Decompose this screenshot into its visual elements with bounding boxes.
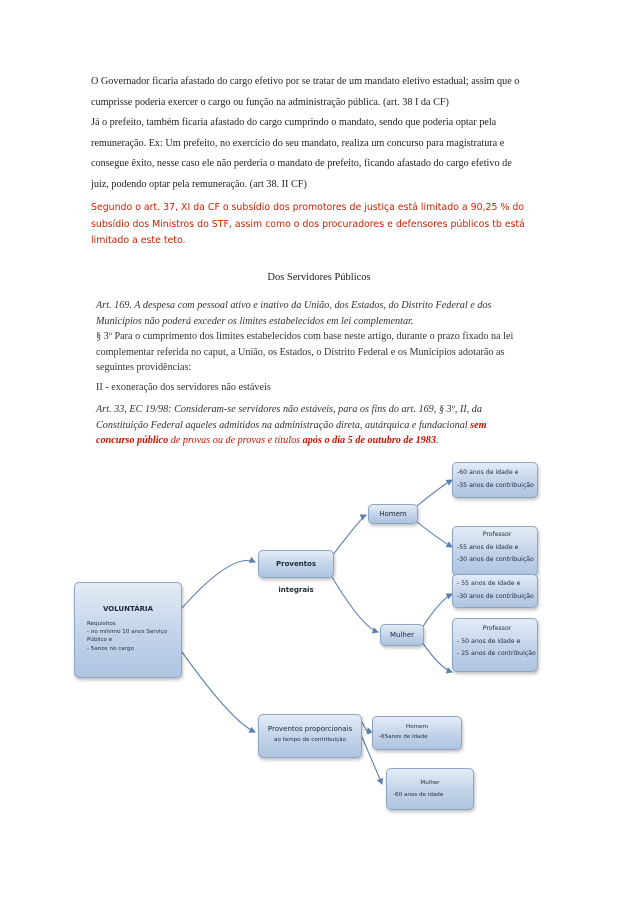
paragraph-line: consegue êxito, nesse caso ele não perderia o mandato de prefeito, ficando afastado do cargo efetivo de: [91, 158, 512, 169]
prof-line: - 50 anos de idade e: [457, 637, 521, 645]
par3-line: seguintes providências:: [96, 362, 192, 374]
paragraph-governador: [91, 72, 547, 195]
art33-highlight: concurso público: [96, 435, 169, 447]
box-homem-requisitos: [452, 462, 538, 498]
req-line: - 55 anos de idade e: [457, 580, 521, 587]
root-title: VOLUNTÁRIA: [102, 605, 154, 613]
red-note-line: Segundo o art. 37, XI da CF o subsídio dos promotores de justiça está limitado a 90,25 % do: [91, 202, 525, 213]
connector-homem-prof: [417, 522, 452, 547]
box-mulher-requisitos: [452, 574, 538, 608]
homem2-title: Homem: [406, 724, 428, 730]
connector-mulher-prof: [422, 642, 452, 672]
root-line: - no mínimo 10 anos Serviço Público e: [87, 629, 167, 644]
req-line: -60 anos de idade e: [457, 469, 519, 476]
prof-line: - 25 anos de contribuição: [457, 650, 536, 657]
box-mulher-professor: [452, 618, 538, 672]
aposentadoria-diagram: [72, 432, 560, 822]
connector-homem-req: [417, 480, 452, 506]
proporcionais-title: Proventos proporcionais: [267, 725, 353, 733]
paragraph-line: juiz, podendo optar pela remuneração. (art 38. II CF): [91, 178, 307, 190]
root-box-voluntaria: [74, 582, 182, 678]
section-title: Dos Servidores Públicos: [267, 272, 371, 283]
box-homem-proporcional: [372, 716, 462, 750]
root-requisitos: [87, 620, 181, 653]
red-note-line: limitado a este teto.: [91, 235, 186, 246]
paragraph-line: remuneração. Ex: Um prefeito, no exercício do seu mandato, realiza um concurso para magistratura e: [91, 137, 505, 149]
req-line: -30 anos de contribuição: [457, 592, 534, 600]
paragraph-line: Já o prefeito, também ficaria afastado do cargo cumprindo o mandato, sendo que poderia optar pela: [91, 117, 497, 128]
req-line: -35 anos de contribuição: [457, 481, 534, 489]
root-line: Requisitos: [87, 621, 116, 627]
art33-highlight: sem: [470, 419, 487, 431]
art169-line: Municípios não poderá exceder os limites estabelecidos em lei complementar.: [96, 315, 414, 327]
box-homem-professor: [452, 526, 538, 576]
box-mulher-proporcional: [386, 768, 474, 810]
red-note-line: subsídio dos Ministros do STF, assim como o dos procuradores e defensores públicos tb está: [91, 218, 525, 230]
art33-text: Constituição Federal aqueles admitidos na administração direta, autárquica e fundacional: [96, 419, 471, 431]
box-mulher-integral: Mulher: [380, 624, 424, 646]
box-proventos-proporcionais: [258, 714, 362, 758]
par3-line: complementar referida no caput, a União, os Estados, o Distrito Federal e os Municípios adotarão as: [96, 346, 505, 358]
prof-title: Professor: [482, 531, 512, 538]
connector-prop-homem: [362, 722, 369, 734]
art169-block: [96, 298, 544, 376]
connector-root-proporcional: [182, 652, 255, 732]
box-homem-integral: Homem: [368, 504, 418, 524]
par3-line: § 3º Para o cumprimento dos limites estabelecidos com base neste artigo, durante o prazo fixado na lei: [96, 331, 514, 343]
item-ii: II - exoneração dos servidores não estáveis: [96, 382, 271, 393]
art33-line: Art. 33, EC 19/98: Consideram-se servidores não estáveis, para os fins do art. 169, § 3º, II, da: [96, 404, 482, 415]
prof-line: -55 anos de idade e: [457, 543, 519, 551]
box-proventos-integrais: Proventos integrais: [258, 550, 334, 578]
prof-line: -30 anos de contribuição: [457, 556, 534, 563]
mulher2-line: -60 anos de idade: [393, 792, 444, 799]
mulher2-title: Mulher: [420, 780, 440, 786]
art169-line: Art. 169. A despesa com pessoal ativo e inativo da União, dos Estados, do Distrito Federal e dos: [96, 300, 492, 311]
red-note: [91, 200, 541, 250]
art33-text-red: de provas ou de provas e títulos: [168, 435, 303, 447]
connector-mulher-req: [422, 594, 452, 628]
proporcionais-subtitle: ao tempo de contribuição: [274, 737, 346, 743]
connector-integral-mulher: [332, 577, 378, 632]
art33-text: .: [435, 435, 439, 447]
paragraph-line: cumprisse poderia exercer o cargo ou função na administração pública. (art. 38 I da CF): [91, 96, 449, 108]
connector-root-integral: [182, 560, 255, 608]
art33-highlight: após o dia 5 de outubro de 1983: [302, 435, 436, 447]
art33-line: [96, 418, 544, 434]
connector-integral-homem: [332, 515, 366, 556]
paragraph-line: O Governador ficaria afastado do cargo efetivo por se tratar de um mandato eletivo estadual; assim que o: [91, 76, 520, 87]
root-line: - 5anos no cargo: [87, 645, 134, 652]
homem2-line: -65anos de idade: [379, 734, 428, 741]
prof-title: Professor: [482, 625, 512, 632]
